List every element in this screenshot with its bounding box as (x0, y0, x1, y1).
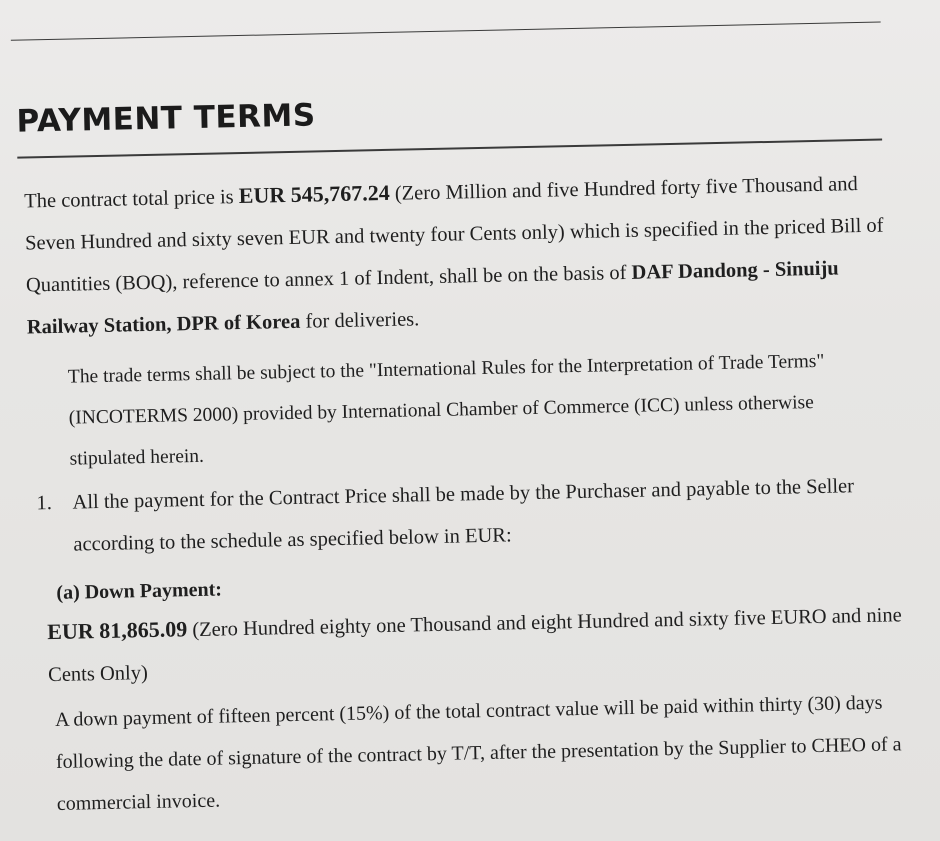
total-price-paragraph (24, 162, 887, 349)
clause-text: All the payment for the Contract Price shall be made by the Purchaser and payable to the Seller according to the schedule as specified below in EUR: (72, 475, 855, 556)
down-payment-amount: EUR 81,865.09 (46, 616, 188, 645)
top-divider (11, 22, 881, 41)
down-payment-description: A down payment of fifteen percent (15%) of the total contract value will be paid within thirty (30) days following the date of signature of the contract by T/T, after the presentation by the Supplier to CHEO of a commercial invoice. (54, 691, 902, 815)
down-payment-heading: (a) Down Payment: (56, 578, 223, 604)
title-underline (17, 139, 882, 159)
total-price-suffix: for deliveries. (300, 308, 420, 333)
trade-terms-paragraph: The trade terms shall be subject to the "International Rules for the Interpretation of Trade Terms"(INCOTERMS 2000) provided by International Chamber of Commerce (ICC) unless otherwise stipulated herein. (67, 350, 825, 470)
total-price-prefix: The contract total price is (23, 186, 240, 213)
down-payment-amount-words: (Zero Hundred eighty one Thousand and eight Hundred and sixty five EURO and nine Cents Only) (47, 604, 902, 687)
clause-number: 1. (36, 492, 53, 515)
total-price-amount: EUR 545,767.24 (238, 179, 390, 209)
section-title: PAYMENT TERMS (16, 97, 316, 140)
down-payment-amount-line (47, 593, 909, 696)
total-price-words: (Zero Million and five Hundred forty five Thousand and Seven Hundred and sixty seven EUR and twenty four Cents only) which is specified in the priced Bill of Quantities (BOQ), reference to annex 1 of Indent, shall be on the basis of (24, 173, 884, 297)
payment-clause-1 (36, 464, 898, 566)
delivery-basis: DAF Dandong - Sinuiju Railway Station, DPR of Korea (26, 257, 839, 339)
